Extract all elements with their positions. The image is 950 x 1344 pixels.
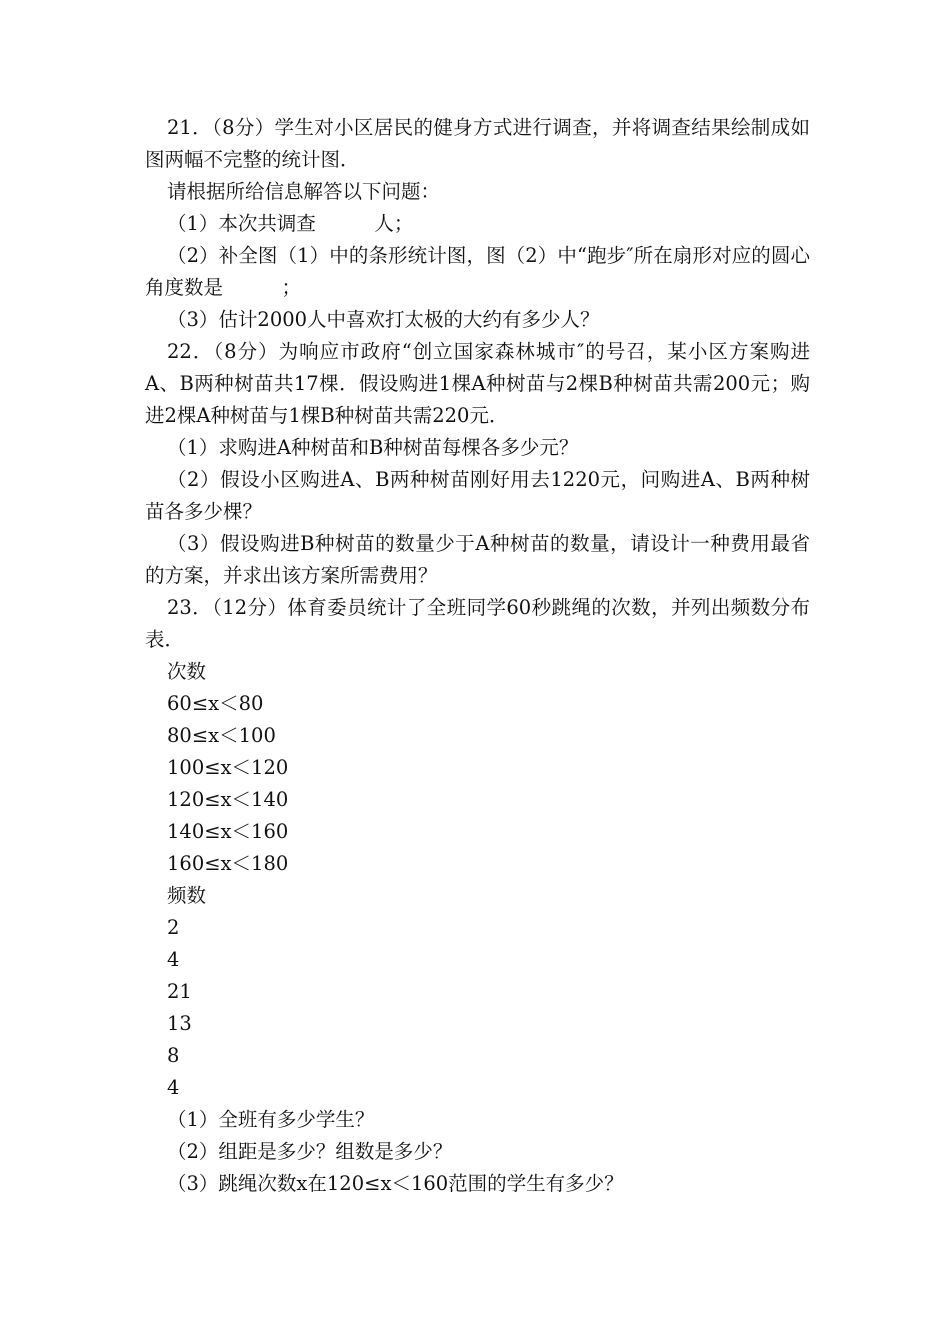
- q22-part-3: （3）假设购进B种树苗的数量少于A种树苗的数量，请设计一种费用最省的方案，并求出该方案所需费用？: [145, 532, 810, 587]
- q21-instruction: 请根据所给信息解答以下问题：: [167, 180, 441, 203]
- count-header: 次数: [167, 660, 207, 683]
- freq-cell: 4: [167, 948, 180, 971]
- q21-stem: 21．（8分）学生对小区居民的健身方式进行调查，并将调查结果绘制成如图两幅不完整的统计图．: [145, 116, 810, 171]
- range-cell: 160≤x＜180: [167, 852, 289, 875]
- q23-part-3: （3）跳绳次数x在120≤x＜160范围的学生有多少？: [167, 1172, 624, 1195]
- q22-part-2: （2）假设小区购进A、B两种树苗刚好用去1220元，问购进A、B两种树苗各多少棵？: [145, 468, 810, 523]
- q22-part-1: （1）求购进A种树苗和B种树苗每棵各多少元？: [167, 436, 579, 459]
- document-page: [145, 112, 810, 1200]
- freq-cell: 4: [167, 1076, 180, 1099]
- freq-header: 频数: [167, 884, 207, 907]
- range-cell: 80≤x＜100: [167, 724, 276, 747]
- q23-stem: 23．（12分）体育委员统计了全班同学60秒跳绳的次数，并列出频数分布表．: [145, 596, 810, 651]
- q21-part-2: （2）补全图（1）中的条形统计图，图（2）中“跑步″所在扇形对应的圆心角度数是 ；: [145, 244, 810, 299]
- q21-part-3: （3）估计2000人中喜欢打太极的大约有多少人？: [167, 308, 600, 331]
- range-cell: 120≤x＜140: [167, 788, 289, 811]
- freq-cell: 13: [167, 1012, 192, 1035]
- freq-cell: 8: [167, 1044, 180, 1067]
- freq-cell: 21: [167, 980, 192, 1003]
- frequency-table: [145, 656, 810, 1104]
- range-cell: 100≤x＜120: [167, 756, 289, 779]
- q22-stem: 22．（8分）为响应市政府“创立国家森林城市″的号召，某小区方案购进A、B两种树苗共17棵．假设购进1棵A种树苗与2棵B种树苗共需200元；购进2棵A种树苗与1棵B种树苗共需220元．: [145, 340, 810, 427]
- freq-cell: 2: [167, 916, 180, 939]
- q21-part-1: （1）本次共调查 人；: [167, 212, 414, 235]
- range-cell: 140≤x＜160: [167, 820, 289, 843]
- range-cell: 60≤x＜80: [167, 692, 264, 715]
- q23-part-2: （2）组距是多少？组数是多少？: [167, 1140, 453, 1163]
- q23-part-1: （1）全班有多少学生？: [167, 1108, 375, 1131]
